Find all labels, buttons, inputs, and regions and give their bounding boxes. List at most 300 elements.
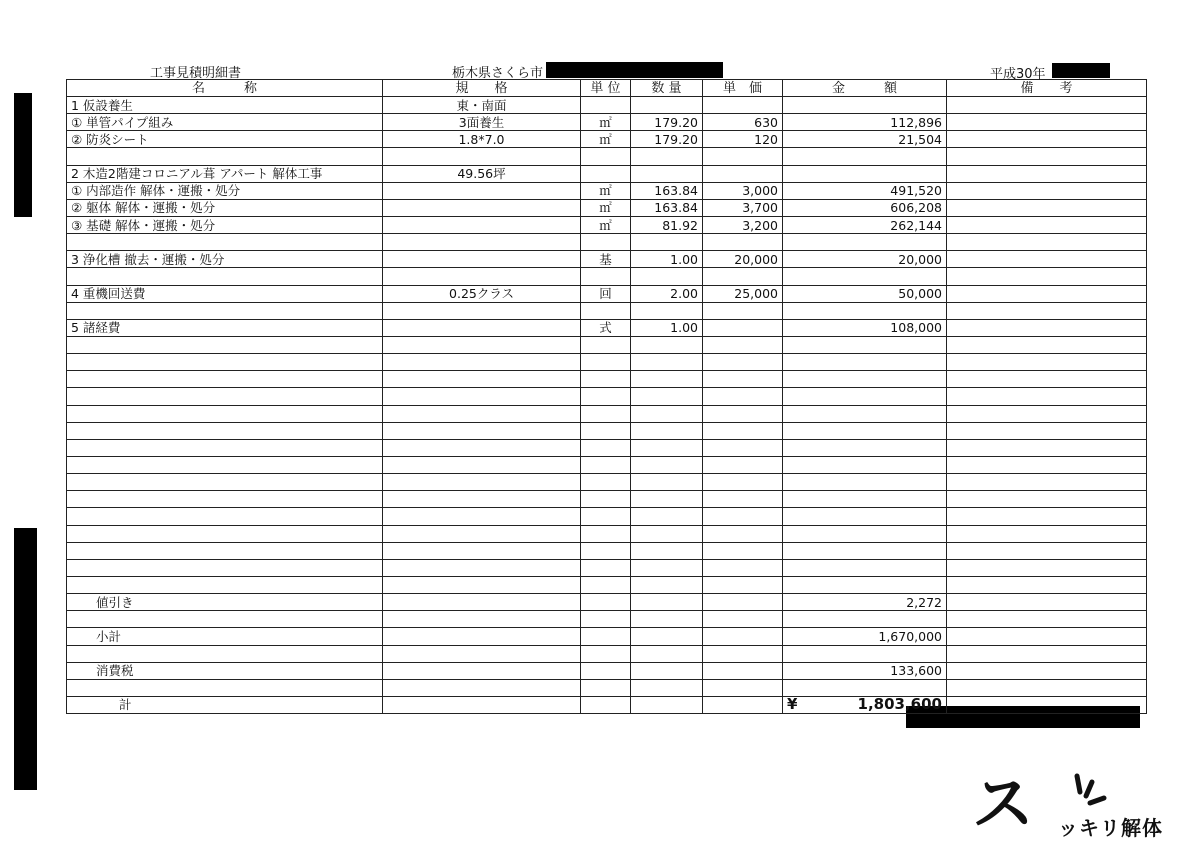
item-name: ② 防炎シート (67, 131, 383, 148)
item-quantity: 179.20 (631, 131, 703, 148)
item-amount (783, 336, 947, 353)
table-row (67, 525, 1147, 542)
item-quantity: 1.00 (631, 319, 703, 336)
item-quantity: 163.84 (631, 199, 703, 216)
item-name (67, 439, 383, 456)
item-quantity (631, 165, 703, 182)
item-amount (783, 542, 947, 559)
item-spec (383, 508, 581, 525)
item-note (947, 576, 1147, 593)
redaction-bar (14, 93, 32, 217)
item-note (947, 216, 1147, 233)
item-spec (383, 354, 581, 371)
item-amount (783, 405, 947, 422)
item-unit-price (703, 336, 783, 353)
item-amount (783, 422, 947, 439)
item-unit: ㎡ (581, 131, 631, 148)
item-note (947, 268, 1147, 285)
item-unit-price (703, 611, 783, 628)
total-amount-cell (783, 696, 947, 713)
item-unit (581, 628, 631, 645)
item-unit-price (703, 302, 783, 319)
item-name (67, 611, 383, 628)
item-amount: 1,670,000 (783, 628, 947, 645)
item-unit-price (703, 559, 783, 576)
column-header: 単 位 (581, 80, 631, 97)
item-note (947, 165, 1147, 182)
column-header: 備 考 (947, 80, 1147, 97)
item-spec (383, 268, 581, 285)
item-unit: 回 (581, 285, 631, 302)
item-note (947, 405, 1147, 422)
item-spec: 東・南面 (383, 97, 581, 114)
item-name: ① 単管パイプ組み (67, 114, 383, 131)
item-spec: 49.56坪 (383, 165, 581, 182)
item-spec (383, 645, 581, 662)
item-unit-price (703, 405, 783, 422)
item-unit-price (703, 165, 783, 182)
table-cell (947, 696, 1147, 713)
item-note (947, 439, 1147, 456)
item-unit (581, 165, 631, 182)
table-row (67, 336, 1147, 353)
item-note (947, 199, 1147, 216)
item-quantity (631, 234, 703, 251)
item-note (947, 371, 1147, 388)
item-unit (581, 405, 631, 422)
item-amount (783, 611, 947, 628)
table-row (67, 388, 1147, 405)
item-amount (783, 388, 947, 405)
table-row (67, 371, 1147, 388)
item-name (67, 456, 383, 473)
item-unit-price: 120 (703, 131, 783, 148)
item-note (947, 645, 1147, 662)
item-amount (783, 97, 947, 114)
item-note (947, 508, 1147, 525)
item-name: 消費税 (67, 662, 383, 679)
item-amount (783, 645, 947, 662)
item-amount (783, 439, 947, 456)
item-unit-price (703, 679, 783, 696)
item-quantity: 1.00 (631, 251, 703, 268)
item-unit-price (703, 594, 783, 611)
item-unit-price (703, 354, 783, 371)
item-quantity (631, 474, 703, 491)
item-unit: ㎡ (581, 199, 631, 216)
item-amount: 50,000 (783, 285, 947, 302)
item-amount (783, 456, 947, 473)
item-name (67, 525, 383, 542)
item-note (947, 302, 1147, 319)
table-row (67, 319, 1147, 336)
item-unit-price (703, 645, 783, 662)
table-cell (383, 696, 581, 713)
item-name (67, 645, 383, 662)
table-row (67, 679, 1147, 696)
table-row (67, 268, 1147, 285)
item-unit-price (703, 525, 783, 542)
table-row (67, 199, 1147, 216)
item-note (947, 559, 1147, 576)
item-unit-price (703, 439, 783, 456)
column-header: 金 額 (783, 80, 947, 97)
table-row (67, 114, 1147, 131)
item-quantity (631, 576, 703, 593)
item-quantity (631, 336, 703, 353)
item-note (947, 491, 1147, 508)
table-row (67, 182, 1147, 199)
item-amount: 108,000 (783, 319, 947, 336)
item-spec (383, 371, 581, 388)
item-quantity (631, 628, 703, 645)
item-note (947, 336, 1147, 353)
item-name (67, 491, 383, 508)
item-spec (383, 148, 581, 165)
item-quantity (631, 97, 703, 114)
item-unit (581, 388, 631, 405)
item-unit-price (703, 371, 783, 388)
item-name (67, 388, 383, 405)
column-header: 単 価 (703, 80, 783, 97)
item-amount (783, 508, 947, 525)
item-spec (383, 679, 581, 696)
item-name (67, 268, 383, 285)
item-quantity (631, 662, 703, 679)
table-row (67, 594, 1147, 611)
item-amount: 262,144 (783, 216, 947, 233)
redaction-bar (546, 62, 723, 78)
item-name (67, 405, 383, 422)
item-note (947, 679, 1147, 696)
item-name (67, 559, 383, 576)
item-unit-price (703, 422, 783, 439)
item-name (67, 234, 383, 251)
document-title: 工事見積明細書 (150, 66, 242, 81)
item-amount (783, 525, 947, 542)
redaction-bar (1052, 63, 1110, 78)
item-amount (783, 474, 947, 491)
redaction-bar (14, 528, 37, 790)
item-spec (383, 542, 581, 559)
item-spec: 1.8*7.0 (383, 131, 581, 148)
item-quantity (631, 542, 703, 559)
table-row (67, 251, 1147, 268)
item-spec (383, 491, 581, 508)
item-name (67, 679, 383, 696)
item-unit (581, 576, 631, 593)
item-quantity (631, 594, 703, 611)
item-unit-price (703, 576, 783, 593)
item-amount (783, 148, 947, 165)
item-unit-price: 3,700 (703, 199, 783, 216)
total-label-text: 計 (119, 697, 132, 713)
item-amount: 20,000 (783, 251, 947, 268)
item-unit (581, 491, 631, 508)
item-spec (383, 182, 581, 199)
table-row (67, 611, 1147, 628)
item-spec (383, 388, 581, 405)
item-note (947, 474, 1147, 491)
item-spec (383, 216, 581, 233)
item-unit: ㎡ (581, 114, 631, 131)
item-spec (383, 439, 581, 456)
item-note (947, 611, 1147, 628)
item-amount (783, 234, 947, 251)
item-name (67, 576, 383, 593)
item-unit: 基 (581, 251, 631, 268)
item-quantity (631, 559, 703, 576)
item-spec (383, 474, 581, 491)
item-unit (581, 354, 631, 371)
table-row (67, 422, 1147, 439)
column-header: 規 格 (383, 80, 581, 97)
table-row (67, 439, 1147, 456)
table-row (67, 456, 1147, 473)
item-spec: 0.25クラス (383, 285, 581, 302)
item-quantity (631, 439, 703, 456)
item-spec (383, 576, 581, 593)
item-spec (383, 199, 581, 216)
table-row (67, 491, 1147, 508)
item-amount (783, 576, 947, 593)
item-unit (581, 439, 631, 456)
item-unit-price (703, 474, 783, 491)
estimate-table (66, 79, 1147, 714)
item-name: ① 内部造作 解体・運搬・処分 (67, 182, 383, 199)
item-quantity (631, 645, 703, 662)
item-unit (581, 559, 631, 576)
item-note (947, 131, 1147, 148)
item-unit-price (703, 234, 783, 251)
item-spec (383, 405, 581, 422)
item-unit-price (703, 388, 783, 405)
item-spec (383, 422, 581, 439)
currency-symbol: ¥ (787, 696, 798, 714)
item-note (947, 319, 1147, 336)
table-cell (703, 696, 783, 713)
table-row (67, 645, 1147, 662)
item-quantity: 163.84 (631, 182, 703, 199)
item-quantity (631, 422, 703, 439)
item-name: 小計 (67, 628, 383, 645)
item-unit-price (703, 508, 783, 525)
column-header: 数 量 (631, 80, 703, 97)
item-unit: ㎡ (581, 182, 631, 199)
item-name (67, 422, 383, 439)
item-unit (581, 679, 631, 696)
item-amount: 21,504 (783, 131, 947, 148)
table-row (67, 576, 1147, 593)
item-unit (581, 525, 631, 542)
item-amount (783, 491, 947, 508)
item-note (947, 594, 1147, 611)
item-quantity (631, 388, 703, 405)
item-spec (383, 319, 581, 336)
item-note (947, 285, 1147, 302)
table-row (67, 285, 1147, 302)
table-row (67, 354, 1147, 371)
item-name: 1 仮設養生 (67, 97, 383, 114)
table-row (67, 508, 1147, 525)
item-spec (383, 559, 581, 576)
table-row (67, 559, 1147, 576)
item-unit-price (703, 319, 783, 336)
table-cell (581, 696, 631, 713)
item-spec (383, 234, 581, 251)
table-row (67, 542, 1147, 559)
item-unit-price (703, 97, 783, 114)
item-unit (581, 336, 631, 353)
total-amount: 1,803,600 (857, 696, 942, 714)
item-unit (581, 662, 631, 679)
item-note (947, 542, 1147, 559)
item-note (947, 456, 1147, 473)
item-quantity (631, 148, 703, 165)
item-unit-price: 25,000 (703, 285, 783, 302)
item-quantity (631, 268, 703, 285)
logo-text: ッキリ解体 (1058, 816, 1163, 840)
item-unit (581, 594, 631, 611)
item-unit-price (703, 662, 783, 679)
item-note (947, 525, 1147, 542)
item-name (67, 336, 383, 353)
item-spec (383, 594, 581, 611)
logo-glyph: ス (972, 767, 1035, 840)
item-unit-price (703, 456, 783, 473)
item-name (67, 354, 383, 371)
item-unit-price (703, 148, 783, 165)
item-note (947, 148, 1147, 165)
item-unit-price: 3,200 (703, 216, 783, 233)
item-quantity: 2.00 (631, 285, 703, 302)
item-unit (581, 302, 631, 319)
item-unit-price: 630 (703, 114, 783, 131)
item-amount: 2,272 (783, 594, 947, 611)
item-quantity (631, 405, 703, 422)
item-name (67, 474, 383, 491)
item-name (67, 148, 383, 165)
table-row (67, 216, 1147, 233)
column-header: 名 称 (67, 80, 383, 97)
item-amount (783, 559, 947, 576)
item-name: 2 木造2階建コロニアル葺 アパート 解体工事 (67, 165, 383, 182)
item-amount (783, 679, 947, 696)
item-quantity (631, 611, 703, 628)
item-quantity (631, 679, 703, 696)
item-spec (383, 251, 581, 268)
item-note (947, 182, 1147, 199)
item-name (67, 302, 383, 319)
item-unit-price: 20,000 (703, 251, 783, 268)
item-quantity (631, 508, 703, 525)
table-header-row (67, 80, 1147, 97)
item-unit (581, 97, 631, 114)
item-spec (383, 662, 581, 679)
item-unit-price (703, 268, 783, 285)
item-quantity (631, 525, 703, 542)
item-name: ③ 基礎 解体・運搬・処分 (67, 216, 383, 233)
item-amount (783, 268, 947, 285)
table-row (67, 165, 1147, 182)
item-note (947, 628, 1147, 645)
table-cell (631, 696, 703, 713)
item-spec: 3面養生 (383, 114, 581, 131)
item-unit (581, 645, 631, 662)
item-name: ② 躯体 解体・運搬・処分 (67, 199, 383, 216)
item-spec (383, 525, 581, 542)
item-unit: 式 (581, 319, 631, 336)
item-quantity (631, 491, 703, 508)
item-amount: 606,208 (783, 199, 947, 216)
item-unit (581, 508, 631, 525)
item-unit (581, 542, 631, 559)
logo-burst-icon (1077, 776, 1104, 803)
total-label (67, 696, 383, 713)
item-quantity (631, 354, 703, 371)
item-unit-price (703, 542, 783, 559)
item-quantity: 179.20 (631, 114, 703, 131)
item-spec (383, 336, 581, 353)
table-row (67, 474, 1147, 491)
item-amount: 133,600 (783, 662, 947, 679)
item-note (947, 354, 1147, 371)
item-amount: 491,520 (783, 182, 947, 199)
item-unit: ㎡ (581, 216, 631, 233)
item-name: 4 重機回送費 (67, 285, 383, 302)
item-unit (581, 371, 631, 388)
item-spec (383, 456, 581, 473)
item-unit (581, 456, 631, 473)
item-unit-price: 3,000 (703, 182, 783, 199)
item-quantity (631, 371, 703, 388)
item-spec (383, 628, 581, 645)
item-amount (783, 371, 947, 388)
item-unit (581, 268, 631, 285)
table-row (67, 405, 1147, 422)
item-unit (581, 148, 631, 165)
date-text: 平成30年 (990, 67, 1046, 82)
item-amount (783, 165, 947, 182)
item-amount (783, 354, 947, 371)
item-note (947, 662, 1147, 679)
table-row (67, 302, 1147, 319)
item-note (947, 97, 1147, 114)
item-amount: 112,896 (783, 114, 947, 131)
item-note (947, 388, 1147, 405)
table-row (67, 234, 1147, 251)
item-unit (581, 474, 631, 491)
item-quantity (631, 456, 703, 473)
item-note (947, 251, 1147, 268)
item-name (67, 508, 383, 525)
item-name: 3 浄化槽 撤去・運搬・処分 (67, 251, 383, 268)
location-text: 栃木県さくら市 (452, 66, 544, 81)
item-unit (581, 611, 631, 628)
item-name: 値引き (67, 594, 383, 611)
total-row (67, 696, 1147, 713)
item-note (947, 114, 1147, 131)
item-unit-price (703, 491, 783, 508)
table-row (67, 662, 1147, 679)
item-note (947, 234, 1147, 251)
table-row (67, 131, 1147, 148)
item-unit (581, 234, 631, 251)
item-spec (383, 302, 581, 319)
table-row (67, 148, 1147, 165)
item-name (67, 371, 383, 388)
item-name: 5 諸経費 (67, 319, 383, 336)
